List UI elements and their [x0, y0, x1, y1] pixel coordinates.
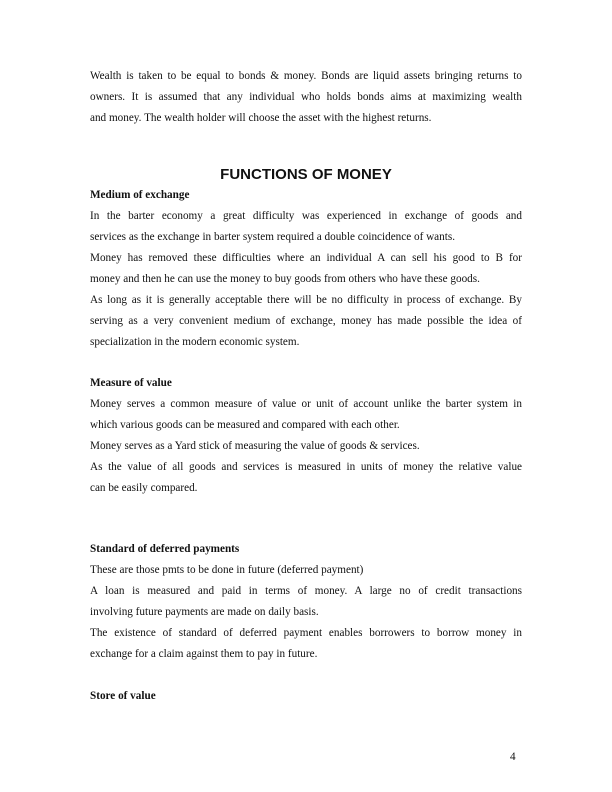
text-line: and money. The wealth holder will choose the asset with the highest returns.: [90, 112, 432, 124]
text-line: The existence of standard of deferred payment enables borrowers to borrow money in: [90, 627, 522, 639]
text-line: involving future payments are made on daily basis.: [90, 606, 319, 618]
text-line: Money serves a common measure of value or unit of account unlike the barter system in: [90, 398, 522, 410]
text-line: As long as it is generally acceptable there will be no difficulty in process of exchange. By: [90, 294, 522, 306]
text-line: A loan is measured and paid in terms of money. A large no of credit transactions: [90, 585, 522, 597]
section-heading: Standard of deferred payments: [90, 543, 240, 555]
page-title: FUNCTIONS OF MONEY: [220, 166, 392, 183]
text-line: money and then he can use the money to buy goods from others who have these goods.: [90, 273, 480, 285]
text-line: Money serves as a Yard stick of measuring the value of goods & services.: [90, 440, 420, 452]
text-line: These are those pmts to be done in future (deferred payment): [90, 564, 364, 576]
section-heading: Store of value: [90, 690, 156, 702]
text-line: Money has removed these difficulties where an individual A can sell his good to B for: [90, 252, 522, 264]
text-line: In the barter economy a great difficulty was experienced in exchange of goods and: [90, 210, 522, 222]
text-line: serving as a very convenient medium of exchange, money has made possible the idea of: [90, 315, 522, 327]
intro-paragraph: [90, 66, 522, 129]
text-line: can be easily compared.: [90, 482, 198, 494]
text-line: Wealth is taken to be equal to bonds & money. Bonds are liquid assets bringing returns to: [90, 70, 522, 82]
section-measure-of-value: [90, 373, 522, 499]
text-line: which various goods can be measured and compared with each other.: [90, 419, 400, 431]
text-line: exchange for a claim against them to pay in future.: [90, 648, 318, 660]
text-line: owners. It is assumed that any individual who holds bonds aims at maximizing wealth: [90, 91, 522, 103]
text-line: specialization in the modern economic system.: [90, 336, 300, 348]
text-line: services as the exchange in barter system required a double coincidence of wants.: [90, 231, 456, 243]
section-medium-of-exchange: [90, 185, 522, 353]
section-heading: Measure of value: [90, 377, 172, 389]
page-number: 4: [510, 751, 516, 763]
section-heading: Medium of exchange: [90, 189, 190, 201]
section-standard-of-deferred-payments: [90, 539, 522, 665]
text-line: As the value of all goods and services is measured in units of money the relative value: [90, 461, 522, 473]
section-store-of-value: [90, 686, 522, 707]
